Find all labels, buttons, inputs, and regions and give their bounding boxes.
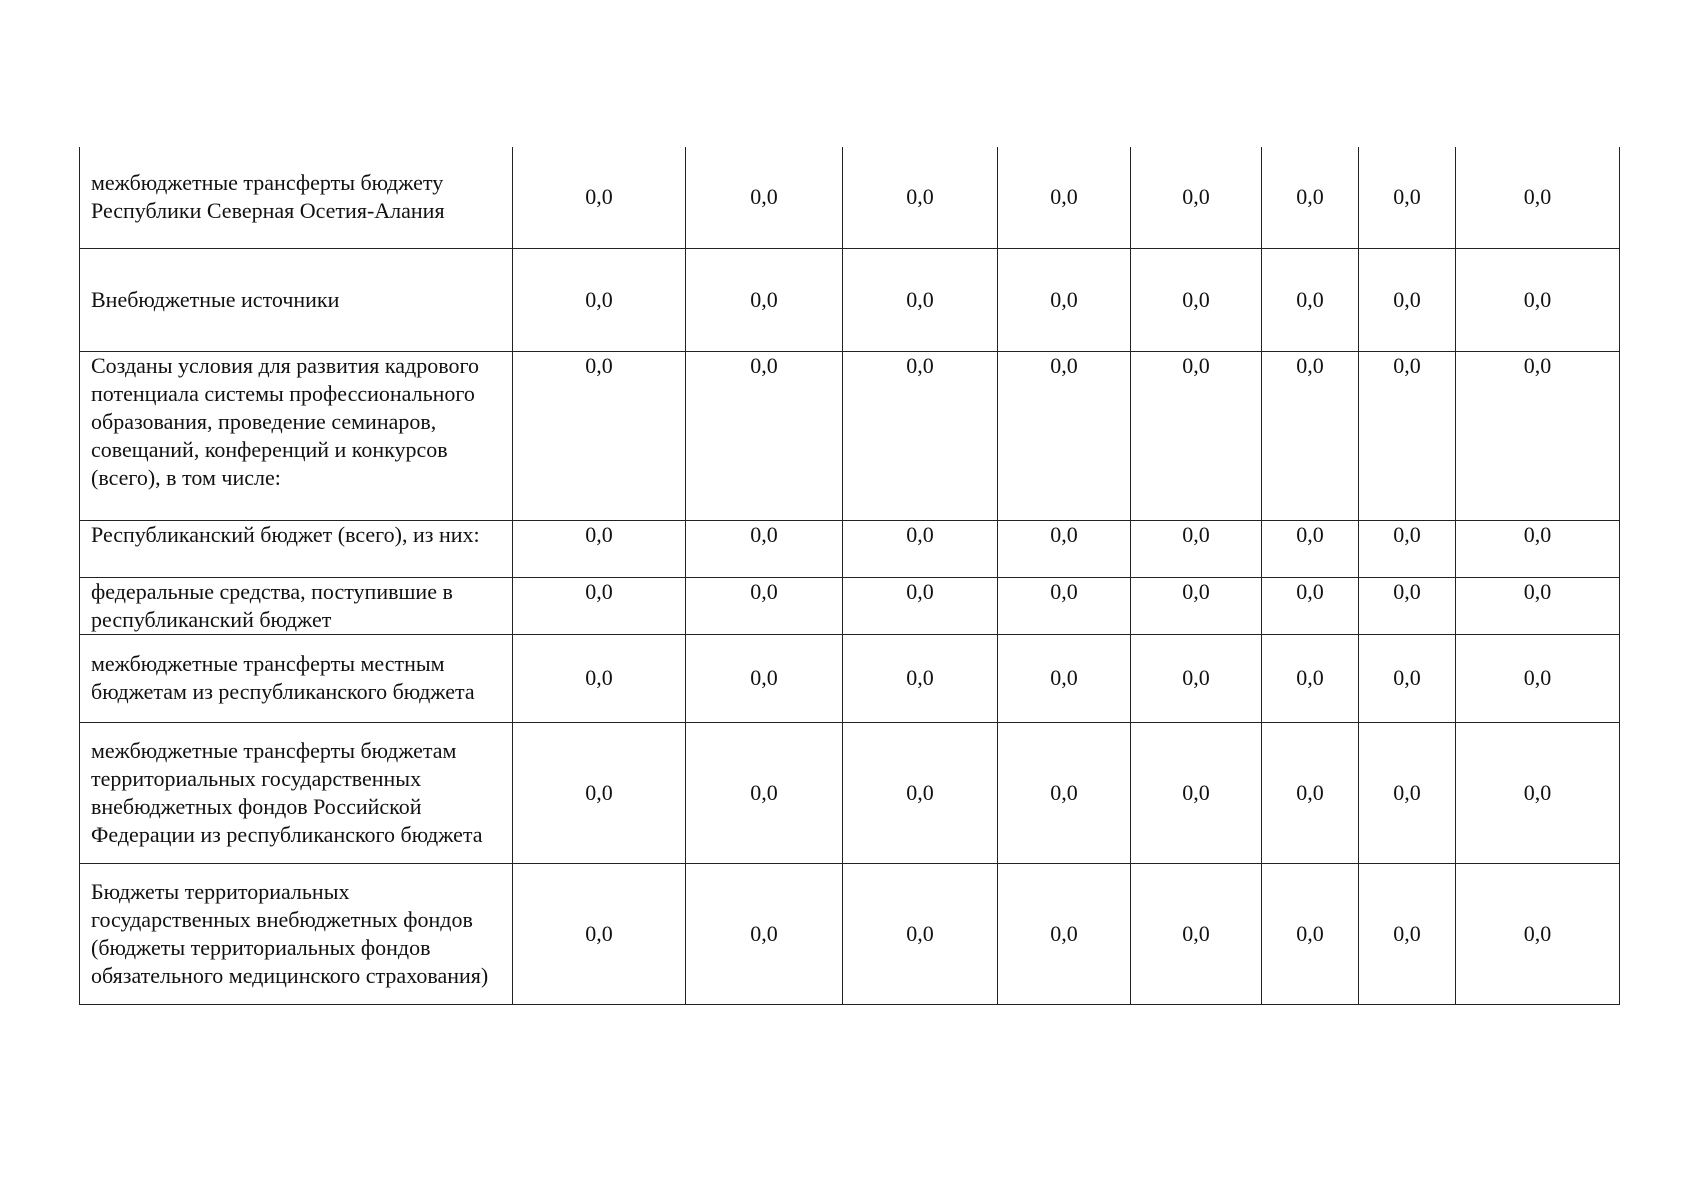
value-cell: 0,0	[513, 351, 686, 520]
value-cell: 0,0	[1262, 634, 1359, 722]
budget-table	[79, 147, 1620, 1005]
value-cell: 0,0	[1262, 248, 1359, 351]
value-cell: 0,0	[998, 147, 1131, 248]
value-cell: 0,0	[1359, 520, 1456, 577]
row-label: межбюджетные трансферты бюджету Республики Северная Осетия-Алания	[80, 147, 513, 248]
value-cell: 0,0	[513, 520, 686, 577]
value-cell: 0,0	[1262, 520, 1359, 577]
value-cell: 0,0	[1262, 577, 1359, 634]
value-cell: 0,0	[998, 520, 1131, 577]
value-cell: 0,0	[513, 722, 686, 863]
value-cell: 0,0	[1456, 147, 1620, 248]
value-cell: 0,0	[1131, 520, 1262, 577]
value-cell: 0,0	[513, 577, 686, 634]
value-cell: 0,0	[1359, 722, 1456, 863]
value-cell: 0,0	[1131, 722, 1262, 863]
value-cell: 0,0	[513, 634, 686, 722]
value-cell: 0,0	[513, 863, 686, 1004]
value-cell: 0,0	[1359, 147, 1456, 248]
value-cell: 0,0	[686, 577, 843, 634]
value-cell: 0,0	[1456, 351, 1620, 520]
table-row	[80, 147, 1620, 248]
value-cell: 0,0	[1131, 863, 1262, 1004]
value-cell: 0,0	[843, 722, 998, 863]
value-cell: 0,0	[686, 634, 843, 722]
value-cell: 0,0	[513, 147, 686, 248]
value-cell: 0,0	[1131, 634, 1262, 722]
value-cell: 0,0	[1262, 863, 1359, 1004]
value-cell: 0,0	[843, 147, 998, 248]
table-row	[80, 248, 1620, 351]
table-row	[80, 863, 1620, 1004]
row-label: Республиканский бюджет (всего), из них:	[80, 520, 513, 577]
value-cell: 0,0	[1131, 577, 1262, 634]
table-row	[80, 722, 1620, 863]
value-cell: 0,0	[998, 577, 1131, 634]
value-cell: 0,0	[686, 722, 843, 863]
value-cell: 0,0	[1131, 248, 1262, 351]
value-cell: 0,0	[1456, 248, 1620, 351]
value-cell: 0,0	[1359, 634, 1456, 722]
value-cell: 0,0	[1359, 351, 1456, 520]
value-cell: 0,0	[1456, 863, 1620, 1004]
value-cell: 0,0	[1456, 577, 1620, 634]
table-row	[80, 520, 1620, 577]
value-cell: 0,0	[843, 863, 998, 1004]
row-label: межбюджетные трансферты бюджетам территориальных государственных внебюджетных фондов Российской Федерации из республиканского бюджета	[80, 722, 513, 863]
value-cell: 0,0	[1456, 520, 1620, 577]
row-label: Внебюджетные источники	[80, 248, 513, 351]
value-cell: 0,0	[1359, 577, 1456, 634]
value-cell: 0,0	[1262, 147, 1359, 248]
value-cell: 0,0	[1131, 351, 1262, 520]
value-cell: 0,0	[843, 634, 998, 722]
value-cell: 0,0	[998, 634, 1131, 722]
value-cell: 0,0	[1456, 634, 1620, 722]
value-cell: 0,0	[513, 248, 686, 351]
value-cell: 0,0	[843, 520, 998, 577]
value-cell: 0,0	[843, 248, 998, 351]
row-label: Созданы условия для развития кадрового потенциала системы профессионального образования, проведение семинаров, совещаний, конференций и конкурсов (всего), в том числе:	[80, 351, 513, 520]
value-cell: 0,0	[1456, 722, 1620, 863]
value-cell: 0,0	[843, 351, 998, 520]
row-label: федеральные средства, поступившие в республиканский бюджет	[80, 577, 513, 634]
value-cell: 0,0	[843, 577, 998, 634]
value-cell: 0,0	[1131, 147, 1262, 248]
value-cell: 0,0	[686, 863, 843, 1004]
budget-table-container	[79, 147, 1619, 1005]
value-cell: 0,0	[998, 722, 1131, 863]
value-cell: 0,0	[998, 248, 1131, 351]
row-label: Бюджеты территориальных государственных внебюджетных фондов (бюджеты территориальных фондов обязательного медицинского страхования)	[80, 863, 513, 1004]
value-cell: 0,0	[998, 863, 1131, 1004]
value-cell: 0,0	[686, 351, 843, 520]
value-cell: 0,0	[686, 248, 843, 351]
table-row	[80, 351, 1620, 520]
table-row	[80, 577, 1620, 634]
row-label: межбюджетные трансферты местным бюджетам из республиканского бюджета	[80, 634, 513, 722]
table-row	[80, 634, 1620, 722]
value-cell: 0,0	[1359, 863, 1456, 1004]
value-cell: 0,0	[1359, 248, 1456, 351]
value-cell: 0,0	[686, 147, 843, 248]
value-cell: 0,0	[998, 351, 1131, 520]
value-cell: 0,0	[1262, 351, 1359, 520]
value-cell: 0,0	[686, 520, 843, 577]
value-cell: 0,0	[1262, 722, 1359, 863]
